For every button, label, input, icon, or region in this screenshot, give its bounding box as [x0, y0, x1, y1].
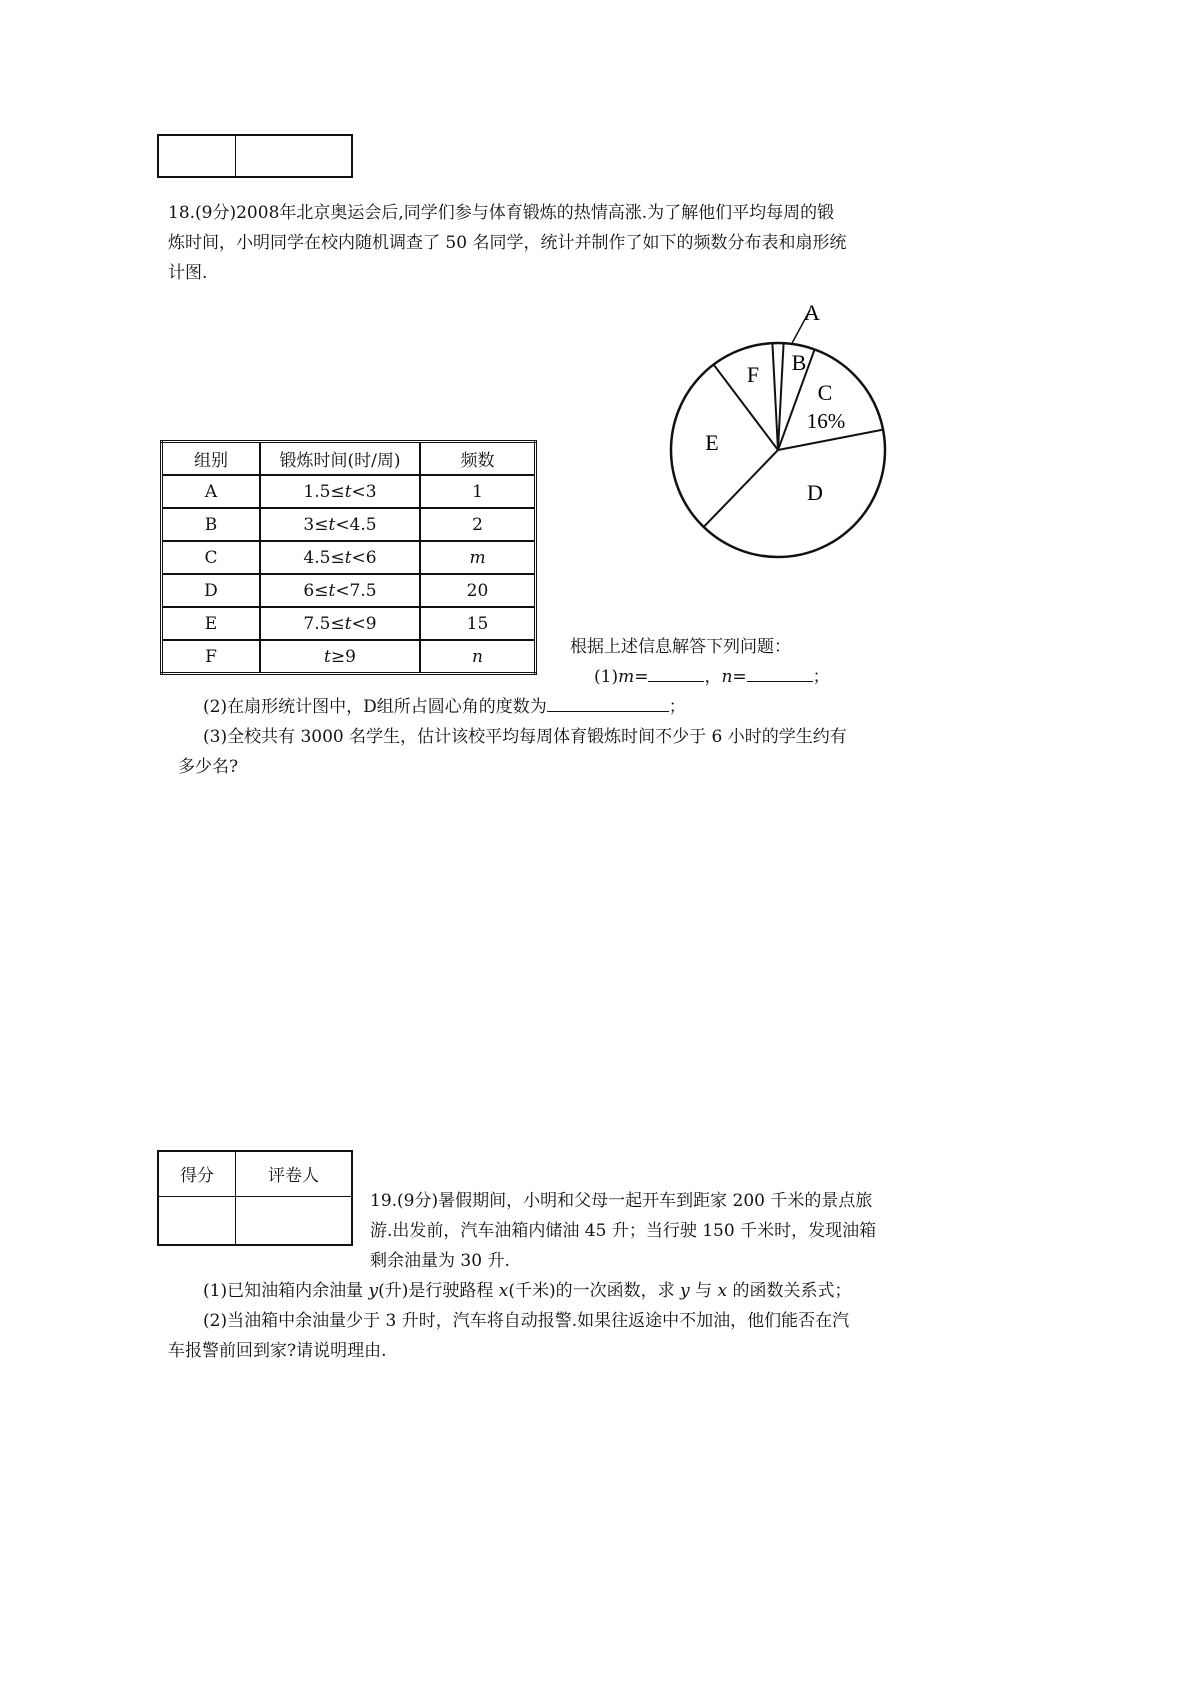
range-end: <3 — [351, 481, 377, 502]
q19-part1 — [203, 1276, 851, 1301]
cell-group: D — [162, 574, 261, 607]
table-row — [162, 607, 536, 640]
cell-group: B — [162, 508, 261, 541]
score-box — [157, 1150, 353, 1246]
var-y: y — [368, 1281, 379, 1301]
range-end: <6 — [351, 547, 377, 568]
q19-line-3: 剩余油量为 30 升. — [370, 1251, 510, 1271]
cell-freq — [420, 541, 536, 574]
cell-group: E — [162, 607, 261, 640]
t: 的函数关系式； — [727, 1281, 852, 1301]
pie-label-c: C — [817, 380, 833, 405]
pie-label-a: A — [804, 300, 820, 325]
range-end: ≥9 — [330, 646, 356, 667]
pie-label-e: E — [705, 430, 719, 455]
pie-slice-boundary — [778, 343, 784, 450]
cell-freq: 15 — [420, 607, 536, 640]
cell-group: A — [162, 475, 261, 508]
grader-label: 评卷人 — [236, 1151, 353, 1196]
pie-label-f: F — [746, 362, 760, 387]
table-row — [162, 541, 536, 574]
header-time: 锻炼时间(时/周) — [260, 442, 420, 476]
frequency-table — [160, 440, 537, 675]
table-row — [162, 574, 536, 607]
answer-angle-blank[interactable] — [547, 697, 669, 712]
t: (千米)的一次函数，求 — [508, 1281, 681, 1301]
q19-part2-line2: 车报警前回到家?请说明理由. — [168, 1341, 387, 1361]
t: 与 — [689, 1281, 718, 1301]
header-group: 组别 — [162, 442, 261, 476]
cell-freq: 2 — [420, 508, 536, 541]
range-start: 7.5≤ — [303, 613, 345, 634]
q18-line-1: 18.(9分)2008年北京奥运会后,同学们参与体育锻炼的热情高涨.为了解他们平均每周的锻 — [168, 203, 835, 223]
range-end: <9 — [351, 613, 377, 634]
pie-slice-boundary — [772, 343, 778, 450]
t: (1)已知油箱内余油量 — [203, 1281, 369, 1301]
var-y: y — [680, 1281, 690, 1301]
table-row — [162, 640, 536, 674]
range-end: <7.5 — [335, 580, 377, 601]
q18-part3-line2: 多少名? — [178, 757, 239, 777]
header-freq: 频数 — [420, 442, 536, 476]
answer-m-blank[interactable] — [648, 667, 704, 682]
eq: = — [732, 667, 747, 687]
pie-slice-boundary — [714, 365, 778, 450]
q19-line-1: 19.(9分)暑假期间，小明和父母一起开车到距家 200 千米的景点旅 — [370, 1191, 873, 1211]
cell-freq — [420, 640, 536, 674]
cell-group: F — [162, 640, 261, 674]
var-t: t — [324, 646, 331, 667]
cell-range — [260, 574, 420, 607]
range-start: 3≤ — [303, 514, 329, 535]
var-t: t — [344, 613, 352, 634]
q18-line-2: 炼时间，小明同学在校内随机调查了 50 名同学，统计并制作了如下的频数分布表和扇形统 — [168, 233, 847, 253]
q18-part3-line1: (3)全校共有 3000 名学生，估计该校平均每周体育锻炼时间不少于 6 小时的学生约有 — [203, 727, 847, 747]
score-box-top — [157, 134, 353, 178]
var-t: t — [328, 580, 336, 601]
cell-range — [260, 541, 420, 574]
cell-range — [260, 475, 420, 508]
range-start: 4.5≤ — [303, 547, 345, 568]
answer-n-blank[interactable] — [747, 667, 813, 682]
eq: = — [634, 667, 649, 687]
q18-intro: 根据上述信息解答下列问题： — [570, 637, 791, 657]
score-label: 得分 — [158, 1151, 236, 1196]
q18-part2 — [203, 692, 686, 717]
range-start: 1.5≤ — [303, 481, 345, 502]
grader-input-cell — [236, 1196, 353, 1245]
var-t: t — [328, 514, 336, 535]
q19-part2-line1: (2)当油箱中余油量少于 3 升时，汽车将自动报警.如果往返途中不加油，他们能否在汽 — [203, 1311, 850, 1331]
pie-chart — [650, 290, 910, 580]
q18-line-3: 计图. — [168, 263, 208, 283]
range-start: 6≤ — [303, 580, 329, 601]
cell-range — [260, 607, 420, 640]
freq-var: m — [469, 547, 486, 568]
var-m: m — [618, 667, 635, 687]
t: (升)是行驶路程 — [378, 1281, 499, 1301]
score-cell — [158, 135, 236, 177]
p2-text: (2)在扇形统计图中，D组所占圆心角的度数为 — [203, 697, 547, 717]
pie-c-percent: 16% — [806, 409, 846, 433]
grader-cell — [236, 135, 353, 177]
end: ； — [812, 667, 830, 687]
cell-freq: 1 — [420, 475, 536, 508]
table-row — [162, 475, 536, 508]
cell-group: C — [162, 541, 261, 574]
var-n: n — [721, 667, 733, 687]
p2-end: ； — [668, 697, 686, 717]
var-x: x — [717, 1281, 728, 1301]
cell-freq: 20 — [420, 574, 536, 607]
pie-label-b: B — [791, 350, 807, 375]
var-t: t — [344, 547, 352, 568]
pie-slice-boundary — [704, 450, 778, 527]
var-t: t — [344, 481, 352, 502]
cell-range — [260, 508, 420, 541]
q19-line-2: 游.出发前，汽车油箱内储油 45 升；当行驶 150 千米时，发现油箱 — [370, 1221, 877, 1241]
var-x: x — [498, 1281, 509, 1301]
p1-number: (1) — [594, 667, 619, 687]
q18-part1 — [594, 662, 830, 687]
table-row — [162, 508, 536, 541]
score-input-cell — [158, 1196, 236, 1245]
freq-var: n — [472, 646, 483, 667]
range-end: <4.5 — [335, 514, 377, 535]
cell-range — [260, 640, 420, 674]
pie-label-d: D — [807, 480, 823, 505]
sep: ， — [704, 667, 722, 687]
